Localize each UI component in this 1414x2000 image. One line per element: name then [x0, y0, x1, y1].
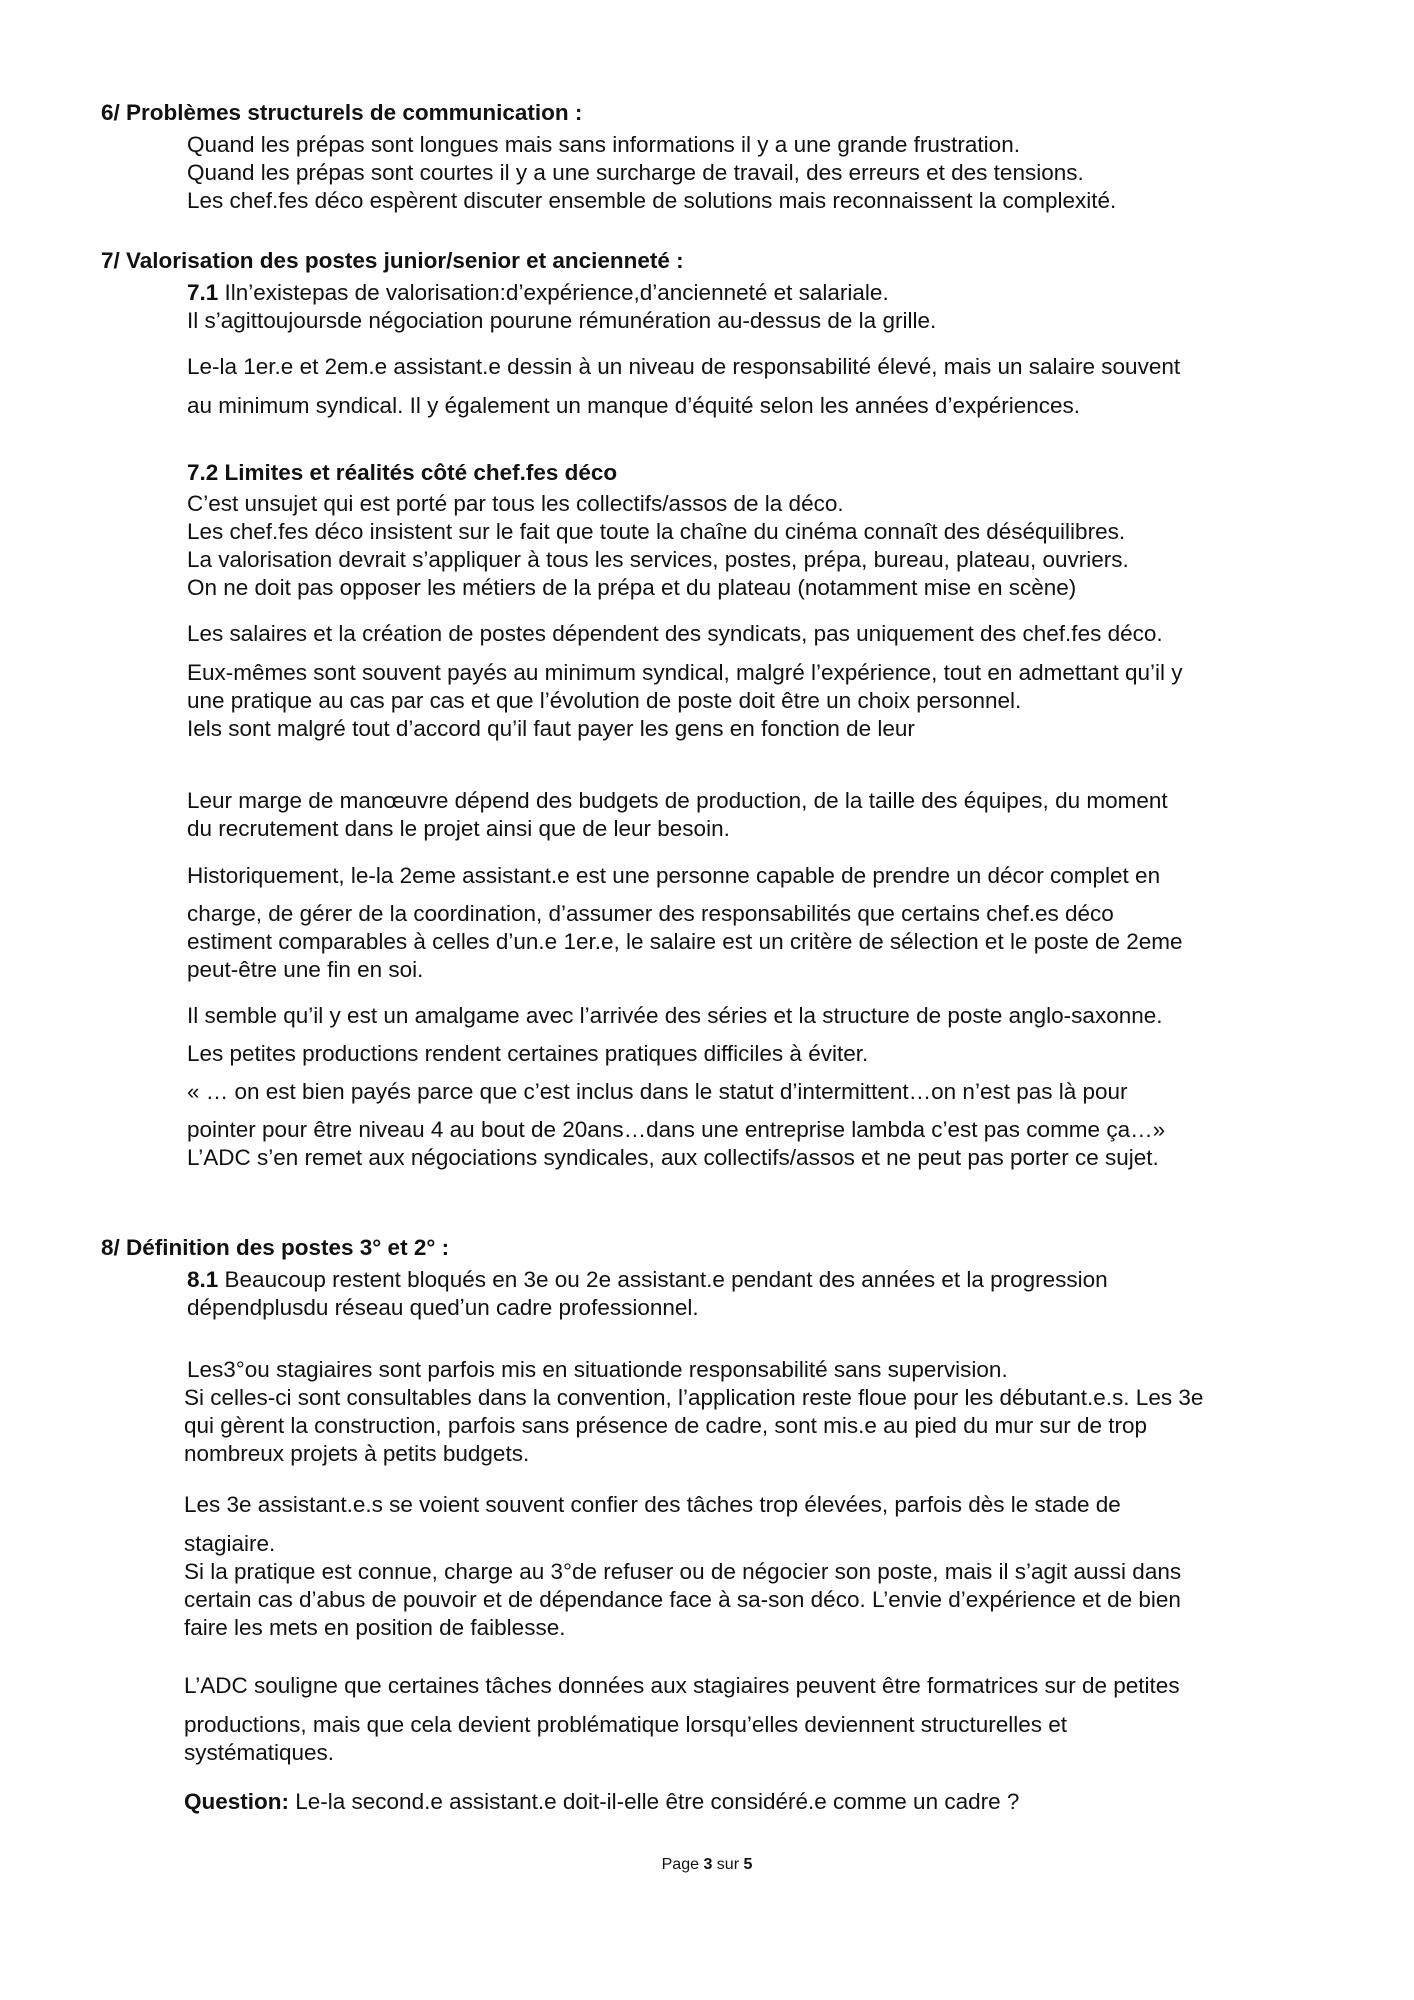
- s71-number: 7.1: [187, 280, 219, 305]
- s72-p4-line: du recrutement dans le projet ainsi que de leur besoin.: [187, 816, 730, 841]
- s8-p3-line: stagiaire.: [184, 1531, 276, 1556]
- section-7-title: 7/ Valorisation des postes junior/senior et ancienneté :: [101, 248, 684, 273]
- s72-p3-line: Iels sont malgré tout d’accord qu’il faut payer les gens en fonction de leur: [187, 716, 915, 741]
- s8-p2-line: nombreux projets à petits budgets.: [184, 1441, 530, 1466]
- s6-line: Les chef.fes déco espèrent discuter ensemble de solutions mais reconnaissent la complexité.: [187, 188, 1117, 213]
- s72-p3-line: une pratique au cas par cas et que l’évolution de poste doit être un choix personnel.: [187, 688, 1022, 713]
- s8-p3-line: faire les mets en position de faiblesse.: [184, 1615, 566, 1640]
- s8-p2-line: Si celles-ci sont consultables dans la convention, l’application reste floue pour les débutant.e.s. Les 3e: [184, 1385, 1204, 1410]
- question-label: Question:: [184, 1789, 289, 1814]
- s72-p6: Il semble qu’il y est un amalgame avec l’arrivée des séries et la structure de poste anglo-saxonne.: [187, 1003, 1163, 1028]
- s81-number: 8.1: [187, 1267, 219, 1292]
- s71-p2-line: Le-la 1er.e et 2em.e assistant.e dessin à un niveau de responsabilité élevé, mais un salaire souvent: [187, 354, 1181, 379]
- s72-title: 7.2 Limites et réalités côté chef.fes déco: [187, 460, 618, 485]
- s72-p8-line: L’ADC s’en remet aux négociations syndicales, aux collectifs/assos et ne peut pas porter ce sujet.: [187, 1145, 1159, 1170]
- s8-p3-line: certain cas d’abus de pouvoir et de dépendance face à sa-son déco. L’envie d’expérience et de bien: [184, 1587, 1181, 1612]
- section-6-title: 6/ Problèmes structurels de communication :: [101, 100, 583, 125]
- s72-p5-line: charge, de gérer de la coordination, d’assumer des responsabilités que certains chef.es déco: [187, 901, 1114, 926]
- current-page-number: 3: [703, 1856, 713, 1873]
- s72-p3-line: Eux-mêmes sont souvent payés au minimum syndical, malgré l’expérience, tout en admettant qu’il y: [187, 660, 1183, 685]
- s72-p2: Les salaires et la création de postes dépendent des syndicats, pas uniquement des chef.fes déco.: [187, 621, 1163, 646]
- s72-p5-line: peut-être une fin en soi.: [187, 957, 424, 982]
- s72-p8-line: pointer pour être niveau 4 au bout de 20ans…dans une entreprise lambda c’est pas comme ça…»: [187, 1117, 1166, 1142]
- s72-p1-line: La valorisation devrait s’appliquer à tous les services, postes, prépa, bureau, plateau, ouvriers.: [187, 547, 1129, 572]
- s72-p7: Les petites productions rendent certaines pratiques difficiles à éviter.: [187, 1041, 869, 1066]
- s71-p2-line: au minimum syndical. Il y également un manque d’équité selon les années d’expériences.: [187, 393, 1081, 418]
- s72-p5-line: Historiquement, le-la 2eme assistant.e est une personne capable de prendre un décor complet en: [187, 863, 1161, 888]
- s81-line-2: dépendplusdu réseau quedʼun cadre professionnel.: [187, 1295, 699, 1320]
- s72-p4-line: Leur marge de manœuvre dépend des budgets de production, de la taille des équipes, du moment: [187, 788, 1168, 813]
- s6-line: Quand les prépas sont courtes il y a une surcharge de travail, des erreurs et des tensions.: [187, 160, 1084, 185]
- s72-p8-line: « … on est bien payés parce que c’est inclus dans le statut d’intermittent…on n’est pas là pour: [187, 1079, 1128, 1104]
- s6-line: Quand les prépas sont longues mais sans informations il y a une grande frustration.: [187, 132, 1020, 157]
- s8-p4-line: systématiques.: [184, 1740, 335, 1765]
- s8-p3-line: Les 3e assistant.e.s se voient souvent confier des tâches trop élevées, parfois dès le stade de: [184, 1492, 1121, 1517]
- total-pages-number: 5: [743, 1856, 753, 1873]
- s8-p2-line: Les3°ou stagiaires sont parfois mis en situationde responsabilité sans supervision.: [187, 1357, 1008, 1382]
- s72-p5-line: estiment comparables à celles d’un.e 1er.e, le salaire est un critère de sélection et le poste de 2eme: [187, 929, 1183, 954]
- question-line: Question: Le-la second.e assistant.e doit-il-elle être considéré.e comme un cadre ?: [184, 1789, 1020, 1814]
- s71-line-2: Il s’agittoujoursde négociation pourune rémunération au-dessus de la grille.: [187, 308, 937, 333]
- section-8-title: 8/ Définition des postes 3° et 2° :: [101, 1235, 450, 1260]
- s8-p3-line: Si la pratique est connue, charge au 3°de refuser ou de négocier son poste, mais il s’agit aussi dans: [184, 1559, 1182, 1584]
- s72-p1-line: On ne doit pas opposer les métiers de la prépa et du plateau (notamment mise en scène): [187, 575, 1077, 600]
- s71-line-1: 7.1 Iln’existepas de valorisation:d’expérience,d’ancienneté et salariale.: [187, 280, 889, 305]
- page-footer: Page 3 sur 5: [661, 1856, 753, 1873]
- s72-p1-line: C’est unsujet qui est porté par tous les collectifs/assos de la déco.: [187, 491, 844, 516]
- s72-p1-line: Les chef.fes déco insistent sur le fait que toute la chaîne du cinéma connaît des déséquilibres.: [187, 519, 1126, 544]
- s8-p4-line: L’ADC souligne que certaines tâches données aux stagiaires peuvent être formatrices sur de petites: [184, 1673, 1180, 1698]
- s8-p4-line: productions, mais que cela devient problématique lorsqu’elles deviennent structurelles et: [184, 1712, 1068, 1737]
- s8-p2-line: qui gèrent la construction, parfois sans présence de cadre, sont mis.e au pied du mur sur de trop: [184, 1413, 1148, 1438]
- s81-line-1: 8.1 Beaucoup restent bloqués en 3e ou 2e assistant.e pendant des années et la progression: [187, 1267, 1108, 1292]
